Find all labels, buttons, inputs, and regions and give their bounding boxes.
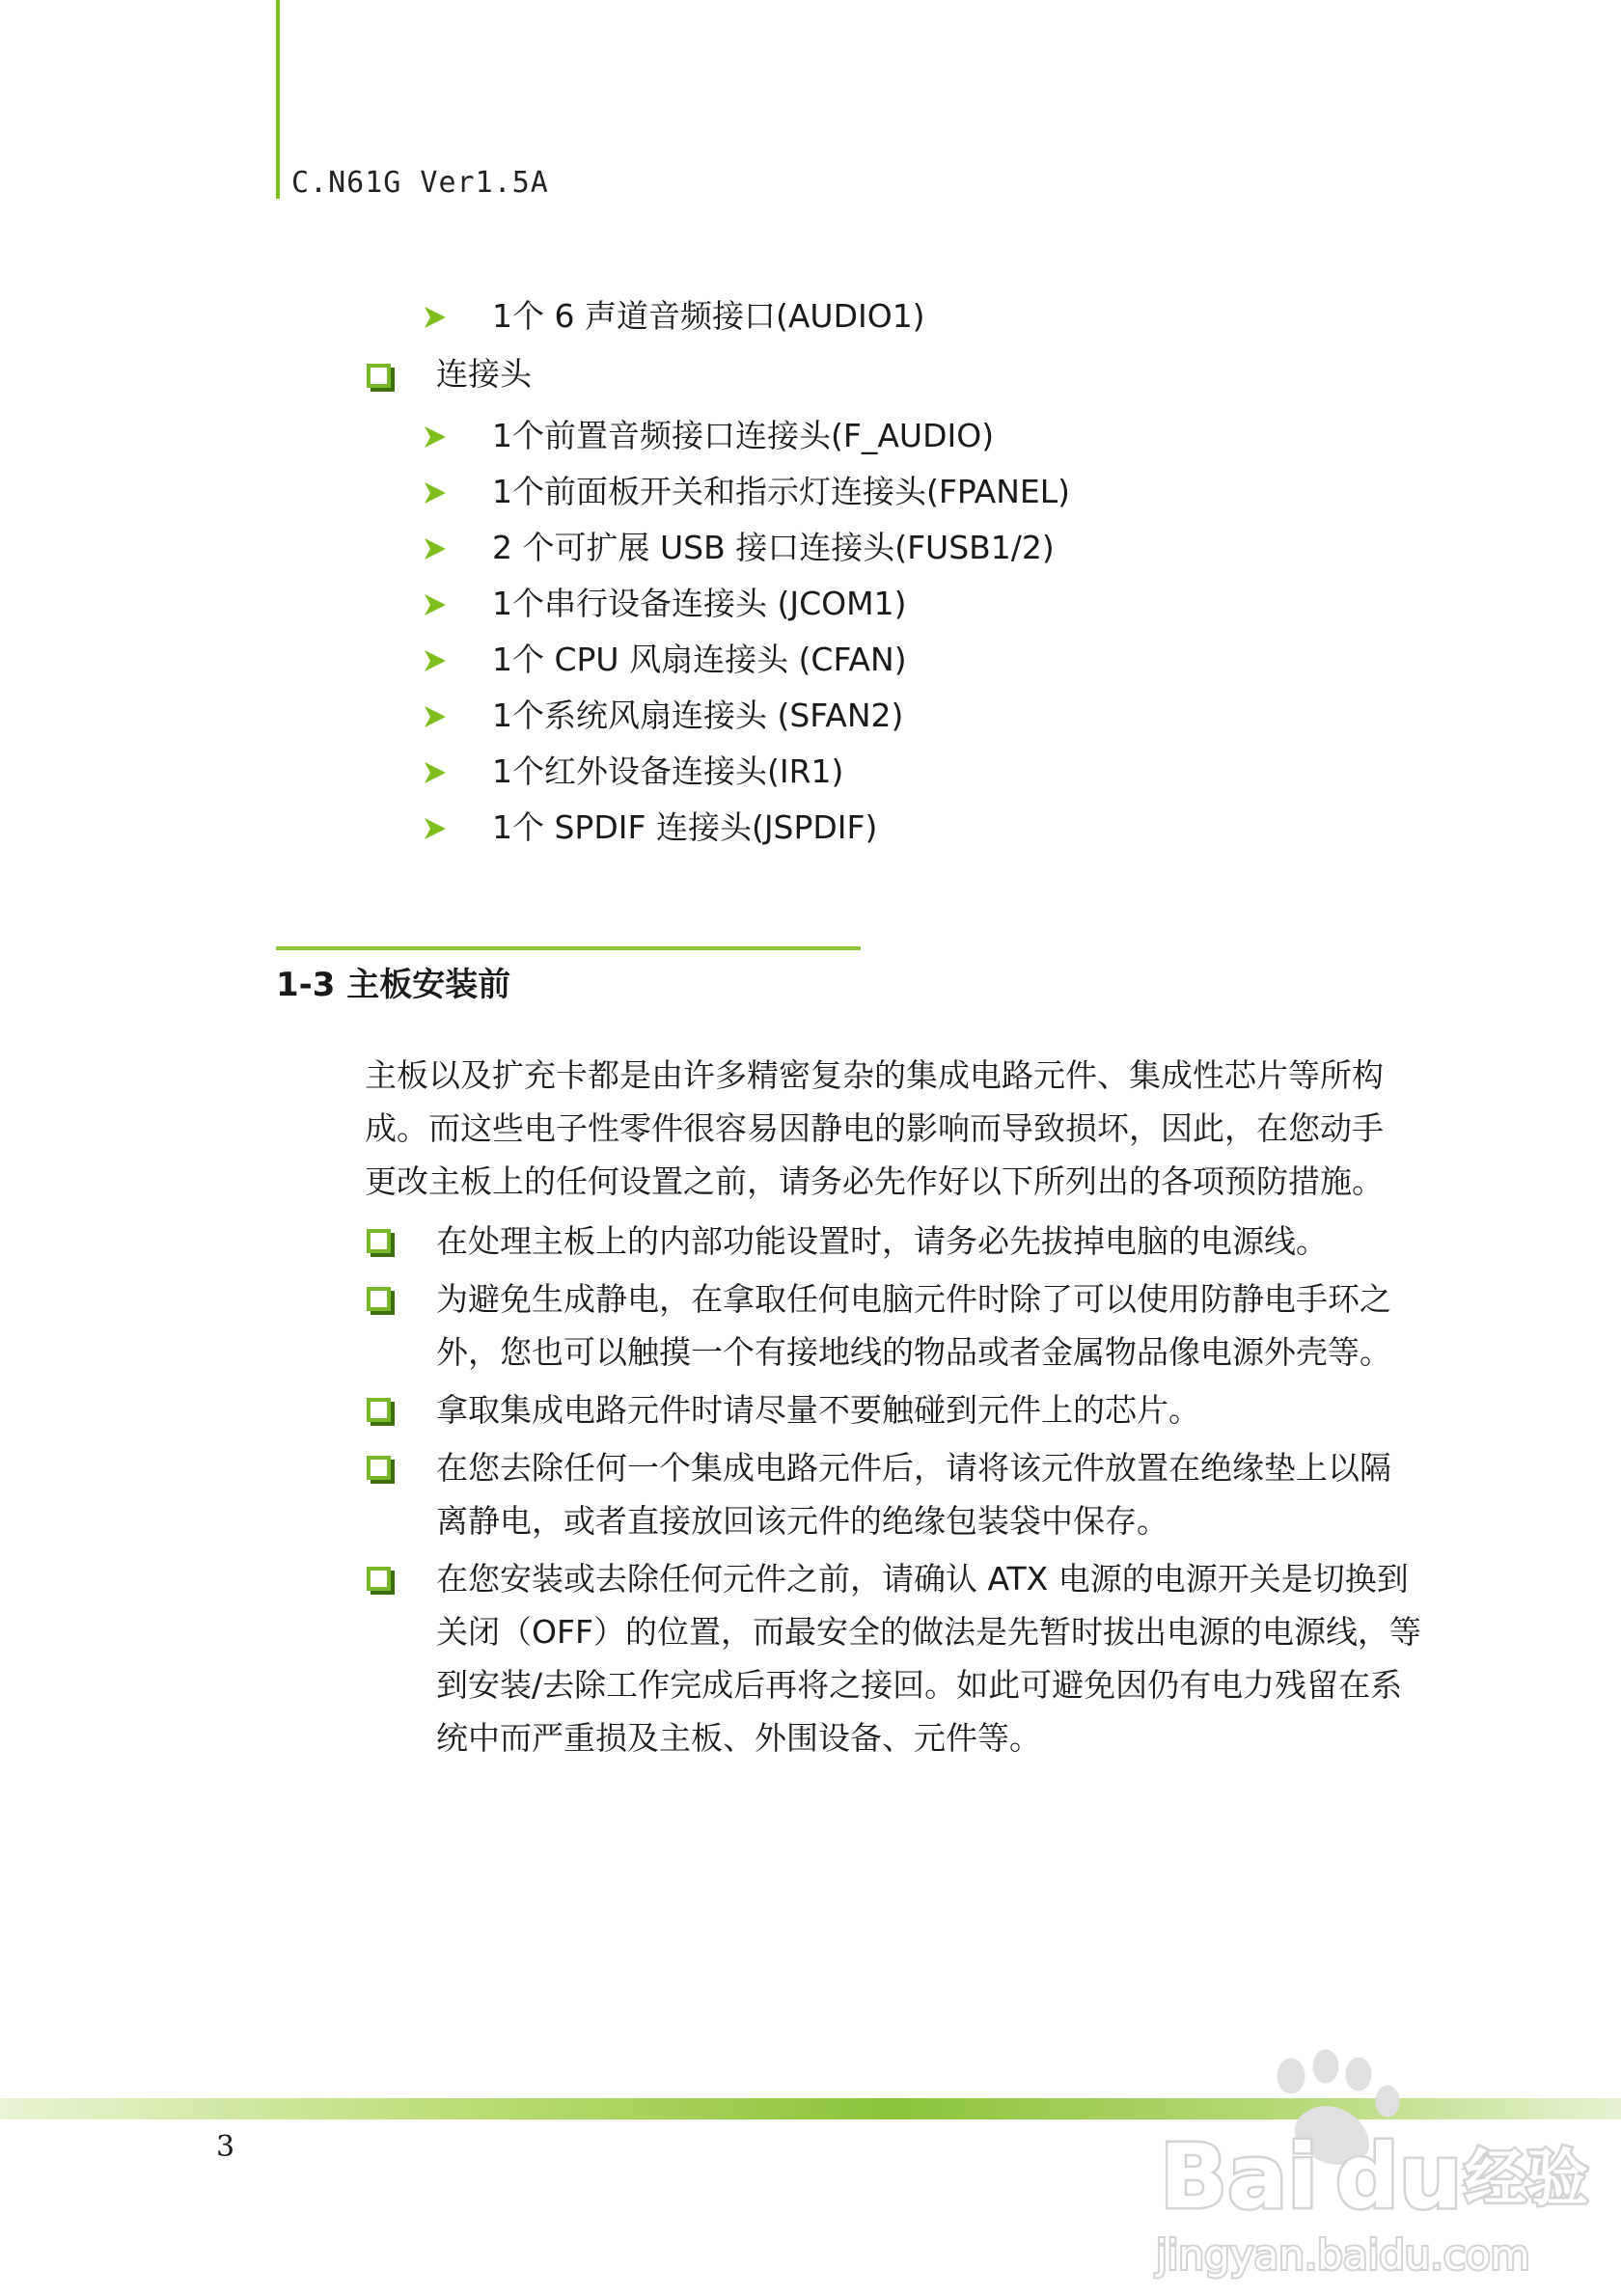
intro-paragraph bbox=[365, 1049, 1436, 1208]
arrow-bullet-icon bbox=[425, 482, 446, 504]
checkbox-bullet-icon bbox=[367, 1287, 391, 1311]
checkbox-bullet-icon bbox=[367, 364, 391, 388]
precaution-item bbox=[436, 1552, 1440, 1764]
list-item: 1个系统风扇连接头 (SFAN2) bbox=[492, 697, 904, 734]
intro-line: 成。而这些电子性零件很容易因静电的影响而导致损坏，因此，在您动手 bbox=[365, 1109, 1384, 1147]
svg-text:jingyan.baidu.com: jingyan.baidu.com bbox=[1156, 2231, 1530, 2279]
precaution-line: 离静电，或者直接放回该元件的绝缘包装袋中保存。 bbox=[436, 1502, 1168, 1540]
precaution-item bbox=[436, 1383, 1440, 1436]
list-item: 1个红外设备连接头(IR1) bbox=[492, 752, 844, 790]
list-item: 1个 6 声道音频接口(AUDIO1) bbox=[492, 297, 925, 335]
list-item: 1个串行设备连接头 (JCOM1) bbox=[492, 585, 907, 622]
checkbox-bullet-icon bbox=[367, 1456, 391, 1480]
arrow-bullet-icon bbox=[425, 818, 446, 839]
checkbox-bullet-icon bbox=[367, 1229, 391, 1253]
arrow-bullet-icon bbox=[425, 762, 446, 783]
precaution-line: 统中而严重损及主板、外围设备、元件等。 bbox=[436, 1719, 1041, 1757]
precaution-line: 关闭（OFF）的位置，而最安全的做法是先暂时拔出电源的电源线，等 bbox=[436, 1613, 1421, 1651]
svg-text:经验: 经验 bbox=[1465, 2144, 1588, 2215]
list-item: 1个 SPDIF 连接头(JSPDIF) bbox=[492, 808, 878, 846]
page-number: 3 bbox=[216, 2130, 235, 2164]
arrow-bullet-icon bbox=[425, 650, 446, 671]
checkbox-bullet-icon bbox=[367, 1567, 391, 1591]
baidu-watermark-logo bbox=[1146, 2045, 1600, 2286]
list-item: 1个前置音频接口连接头(F_AUDIO) bbox=[492, 417, 995, 454]
list-item: 1个 CPU 风扇连接头 (CFAN) bbox=[492, 641, 907, 678]
svg-text:du: du bbox=[1335, 2125, 1463, 2228]
arrow-bullet-icon bbox=[425, 538, 446, 560]
precaution-item bbox=[436, 1215, 1440, 1268]
section-title: 1-3 主板安装前 bbox=[276, 966, 511, 1004]
precaution-line: 到安装/去除工作完成后再将之接回。如此可避免因仍有电力残留在系 bbox=[436, 1666, 1403, 1704]
list-item: 2 个可扩展 USB 接口连接头(FUSB1/2) bbox=[492, 529, 1055, 566]
precaution-line: 在您去除任何一个集成电路元件后，请将该元件放置在绝缘垫上以隔 bbox=[436, 1449, 1391, 1487]
checkbox-bullet-icon bbox=[367, 1398, 391, 1422]
precaution-line: 拿取集成电路元件时请尽量不要触碰到元件上的芯片。 bbox=[436, 1391, 1200, 1429]
svg-text:Bai: Bai bbox=[1160, 2125, 1318, 2228]
arrow-bullet-icon bbox=[425, 594, 446, 615]
precaution-line: 为避免生成静电，在拿取任何电脑元件时除了可以使用防静电手环之 bbox=[436, 1280, 1391, 1318]
section-rule bbox=[276, 946, 861, 950]
list-item: 1个前面板开关和指示灯连接头(FPANEL) bbox=[492, 473, 1071, 510]
arrow-bullet-icon bbox=[425, 706, 446, 727]
intro-line: 主板以及扩充卡都是由许多精密复杂的集成电路元件、集成性芯片等所构 bbox=[365, 1056, 1384, 1094]
intro-line: 更改主板上的任何设置之前，请务必先作好以下所列出的各项预防措施。 bbox=[365, 1162, 1384, 1200]
precaution-item bbox=[436, 1441, 1440, 1547]
arrow-bullet-icon bbox=[425, 426, 446, 448]
group-label: 连接头 bbox=[436, 355, 532, 393]
precaution-line: 在处理主板上的内部功能设置时，请务必先拔掉电脑的电源线。 bbox=[436, 1222, 1328, 1260]
precaution-line: 在您安装或去除任何元件之前，请确认 ATX 电源的电源开关是切换到 bbox=[436, 1560, 1409, 1598]
precaution-line: 外，您也可以触摸一个有接地线的物品或者金属物品像电源外壳等。 bbox=[436, 1333, 1391, 1371]
header-accent-line bbox=[276, 0, 280, 199]
precaution-item bbox=[436, 1272, 1440, 1379]
arrow-bullet-icon bbox=[425, 307, 446, 328]
document-code: C.N61G Ver1.5A bbox=[291, 166, 549, 200]
